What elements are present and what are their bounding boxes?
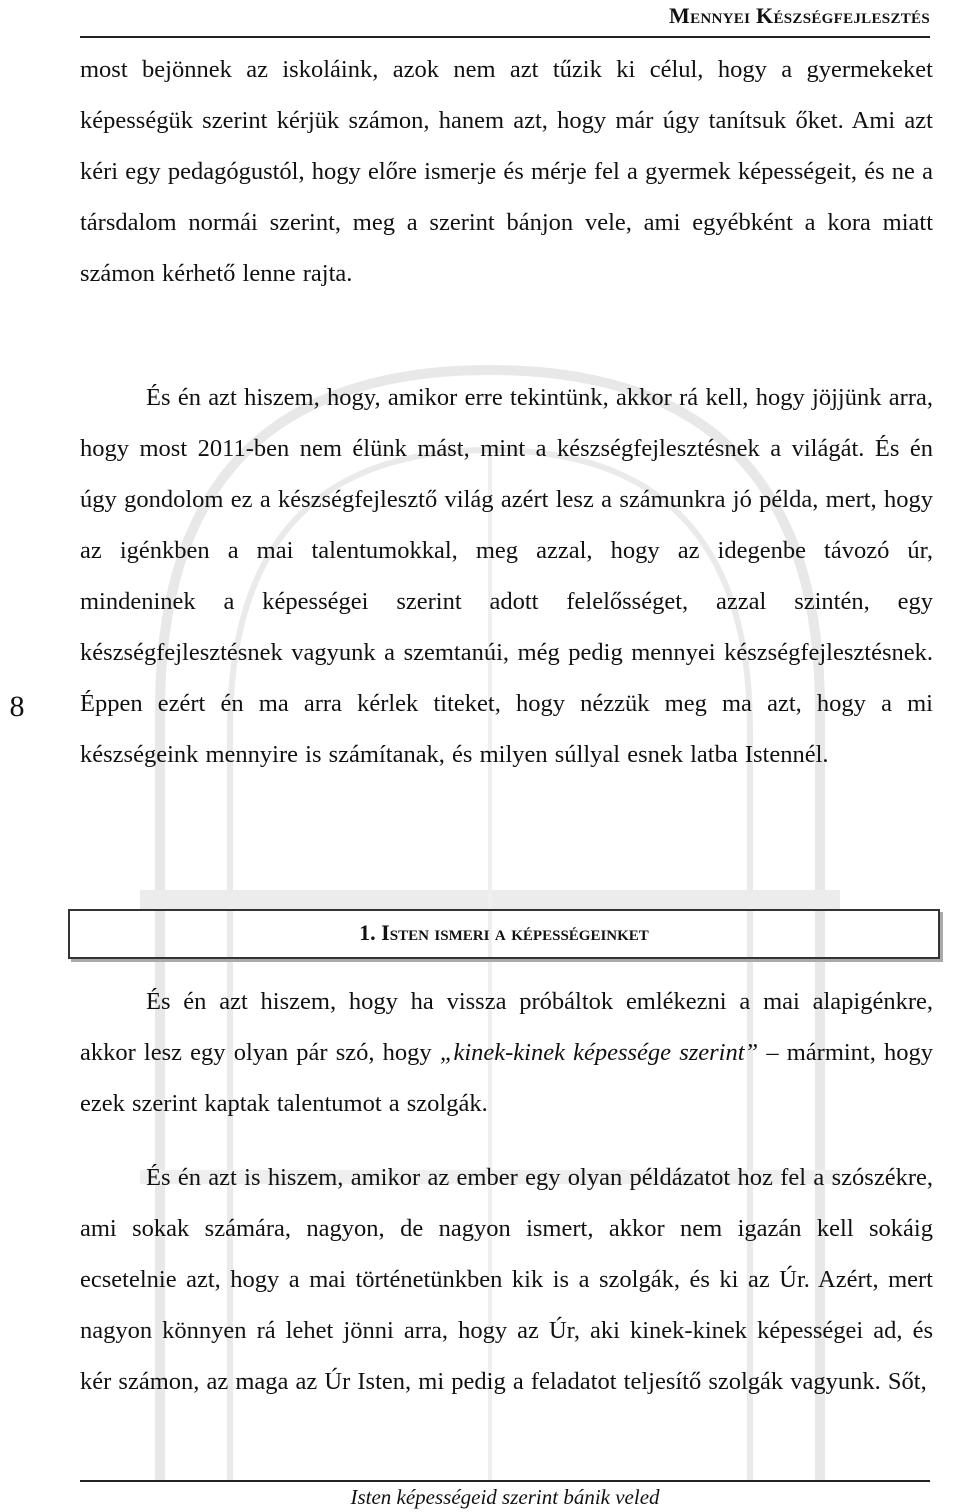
running-footer xyxy=(80,1480,930,1512)
section-title: Isten ismeri a képességeinket xyxy=(381,920,649,945)
footer-text: Isten képességeid szerint bánik veled xyxy=(350,1485,660,1509)
paragraph-1: most bejönnek az iskoláink, azok nem azt tűzik ki célul, hogy a gyermekeket képességük szerint kérjük számon, hanem azt, hogy már úgy tanítsuk őket. Ami azt kéri egy pedagógustól, hogy előre ismerje és mérje fel a gyermek képességeit, és ne a társdalom normái szerint, meg a szerint bánjon vele, ami egyébként a kora miatt számon kérhető lenne rajta. xyxy=(80,56,933,287)
page-number: 8 xyxy=(9,690,25,723)
paragraph-3-quote: „kinek-kinek képessége szerint” xyxy=(439,1039,759,1066)
paragraph-3 xyxy=(80,976,933,1129)
section-heading xyxy=(68,909,940,959)
paragraph-2: És én azt hiszem, hogy, amikor erre tekintünk, akkor rá kell, hogy jöjjünk arra, hogy most 2011-ben nem élünk mást, mint a készségfejlesztésnek a világát. És én úgy gondolom ez a készségfejlesztő világ azért lesz a számunkra jó példa, mert, hogy az igénkben a mai talentumokkal, meg azzal, hogy az idegenbe távozó úr, mindeninek a képességei szerint adott felelősséget, azzal szintén, egy készségfejlesztésnek vagyunk a szemtanúi, még pedig mennyei készségfejlesztésnek. Éppen ezért én ma arra kérlek titeket, hogy nézzük meg ma azt, hogy a mi készségeink mennyire is számítanak, és milyen súllyal esnek latba Istennél. xyxy=(80,384,933,768)
paragraph-3-end: – mármint, hogy ezek szerint kaptak talentumot a szolgák. xyxy=(80,1039,934,1117)
header-title: Mennyei Készségfejlesztés xyxy=(669,3,930,28)
paragraph-4: És én azt is hiszem, amikor az ember egy olyan példázatot hoz fel a szószékre, ami sokak számára, nagyon, de nagyon ismert, akkor nem igazán kell sokáig ecsetelnie azt, hogy a mai történetünkben kik is a szolgák, és ki az Úr. Azért, mert nagyon könnyen rá lehet jönni arra, hogy az Úr, aki kinek-kinek képességei ad, és kér számon, az maga az Úr Isten, mi pedig a feladatot teljesítő szolgák vagyunk. Sőt, xyxy=(80,1164,933,1395)
running-header xyxy=(80,2,930,38)
paragraph-3-start: És én azt hiszem, hogy ha vissza próbáltok emlékezni a mai alapigénkre, akkor lesz egy olyan pár szó, hogy xyxy=(80,988,933,1066)
section-number: 1. xyxy=(359,920,376,945)
